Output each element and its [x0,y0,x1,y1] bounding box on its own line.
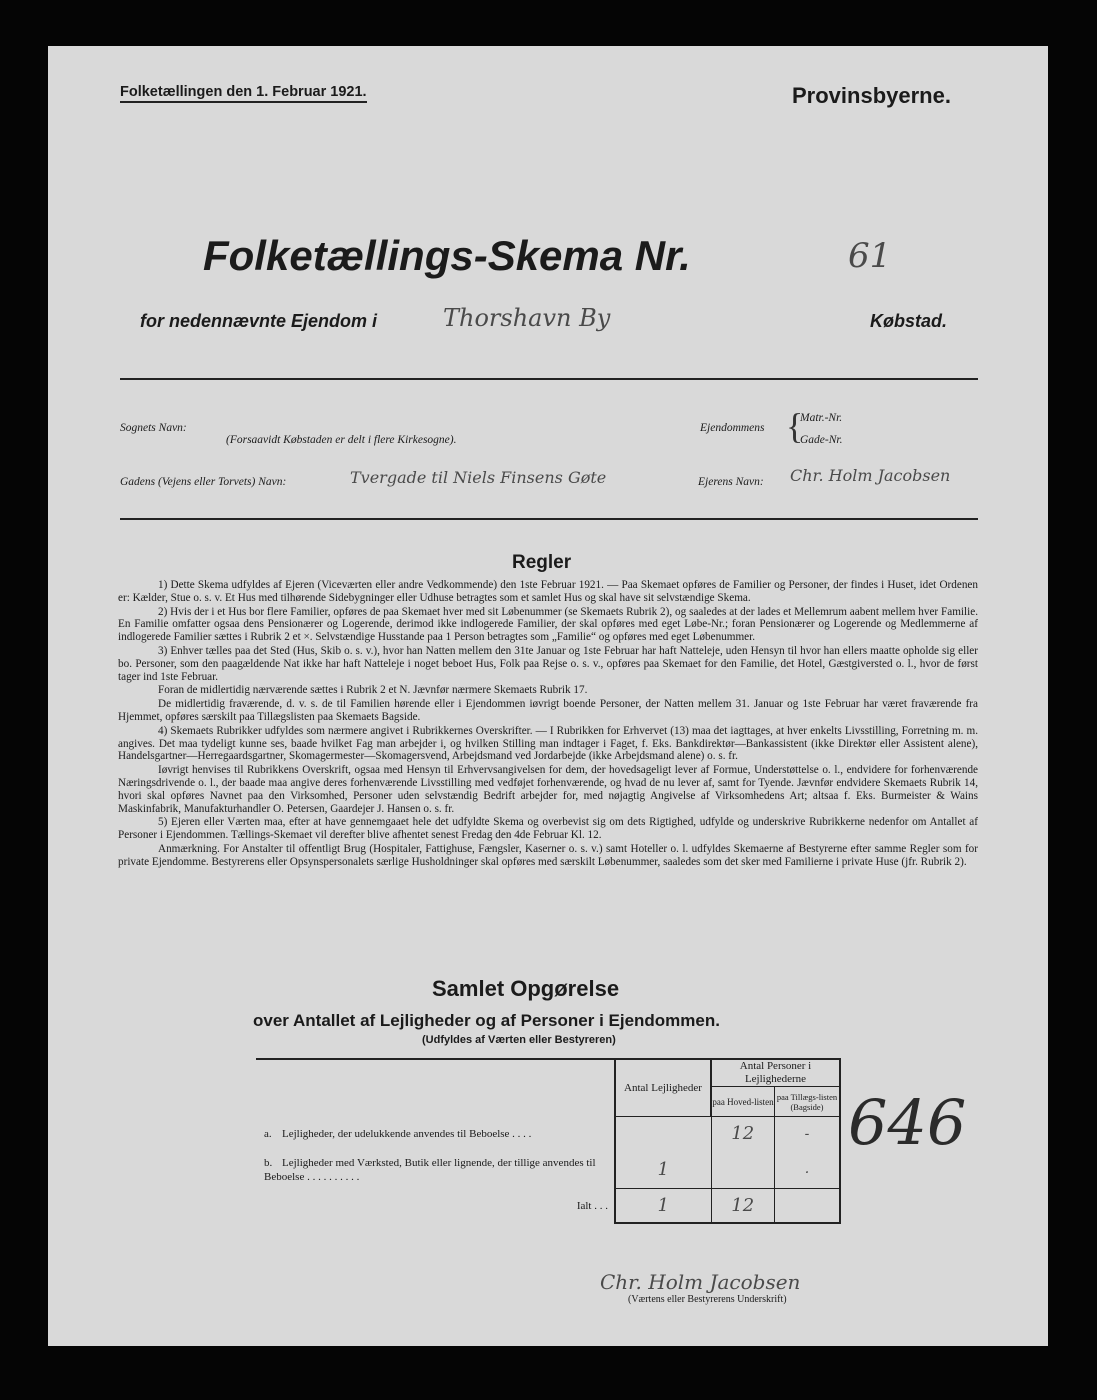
row-b-antal: 1 [615,1151,711,1189]
margin-note-handwritten: 646 [848,1086,967,1159]
col-persons-header: Antal Personer i Lejlighederne [711,1059,840,1087]
summary-instruction: (Udfyldes af Værten eller Bestyreren) [422,1034,616,1046]
table-row-a [256,1117,840,1151]
signature-handwritten: Chr. Holm Jacobsen [600,1270,801,1294]
parish-label: Sognets Navn: [120,422,187,434]
row-b-letter: b. [264,1156,273,1169]
row-a-hoved: 12 [711,1117,775,1151]
row-a-label: Lejligheder, der udelukkende anvendes til Beboelse . . . . [282,1127,532,1140]
street-label: Gadens (Vejens eller Torvets) Navn: [120,476,287,488]
summary-subheading: over Antallet af Lejligheder og af Personer i Ejendommen. [253,1011,720,1030]
total-hoved: 12 [711,1189,775,1223]
form-number-handwritten: 61 [848,236,892,276]
total-tillaeg [775,1189,841,1223]
total-antal: 1 [615,1189,711,1223]
form-title-text: Folketællings-Skema Nr. [203,232,691,279]
rule-paragraph: Anmærkning. For Anstalter til offentligt Brug (Hospitaler, Fattighuse, Fængsler, Kaserner o. s. v.) samt Hoteller o. l. udfyldes Skemaerne af Bestyrerne efter samme Regler som for private Ejendomme. Bestyrerens eller Opsynspersonalets særlige Husholdninger skal opføres med særskilt Løbenummer, saaledes som det sker med Familierne i private Huse (jfr. Rubrik 2). [118,842,978,868]
rule-paragraph: 5) Ejeren eller Værten maa, efter at have gennemgaaet hele det udfyldte Skema og overbevist sig om dets Rigtighed, udfylde og underskrive Rubrikkerne nedenfor om Antallet af Personer i Ejendommen. Tællings-Skemaet vil derefter blive afhentet senest Fredag den 4de Februar Kl. 12. [118,816,978,842]
divider-top [120,378,978,380]
property-label: Ejendommens [700,422,765,434]
divider-middle [120,518,978,520]
census-form-sheet [48,46,1048,1346]
row-b-tillaeg: . [775,1151,841,1189]
rule-paragraph: 1) Dette Skema udfyldes af Ejeren (Viceværten eller andre Vedkommende) den 1ste Februar 1921. — Paa Skemaet opføres de Familier og Personer, der findes i Huset, idet Ordenen er: Kælder, Stue o. s. v. Et Hus med tilhørende Sidebygninger eller Udhuse betragtes som et samlet Hus og skal have sit selvstændige Skema. [118,579,978,604]
rule-paragraph: 2) Hvis der i et Hus bor flere Familier, opføres de paa Skemaet hver med sit Løbenummer (se Skemaets Rubrik 2), og saaledes at der lades et Mellemrum aabent mellem hver Familie. En Familie omfatter ogsaa dens Pensionærer og Logerende, derimod ikke indlogerede Familier, der skal opføres med eget Løbe-Nr.; foran Pensionærer og Logerende og Medlemmerne af indlogerede Familier sættes i Rubrik 2 et ×. Selvstændige Husstande paa 1 Person betragtes som „Familie“ og opføres med eget Løbenummer. [118,605,978,644]
signature-caption: (Værtens eller Bestyrerens Underskrift) [628,1294,787,1305]
col-tillaeg-header: paa Tillægs-listen (Bagside) [775,1087,841,1117]
rule-paragraph: De midlertidig fraværende, d. v. s. de til Familien hørende eller i Ejendommen iøvrigt boende Personer, der Natten mellem 31. Januar og 1ste Februar har været fraværende fra Hjemmet, opføres særskilt paa Tillægslisten paa Skemaets Bagside. [118,698,978,723]
property-prefix: for nedennævnte Ejendom i [140,311,378,331]
property-brace: { [786,406,804,446]
region-label: Provinsbyerne. [792,83,951,108]
form-title [203,232,691,280]
table-row-total [256,1189,840,1223]
row-a-letter: a. [264,1127,272,1140]
col-hoved-header: paa Hoved-listen [711,1087,775,1117]
rules-body [118,579,978,870]
row-b-label: Lejligheder med Værksted, Butik eller lignende, der tillige anvendes til Beboelse . . . . . . . . . . [264,1156,596,1183]
owner-label: Ejerens Navn: [698,476,764,488]
matr-label: Matr.-Nr. [800,412,843,424]
row-a-tillaeg: - [775,1117,841,1151]
town-handwritten: Thorshavn By [443,304,611,332]
row-b-hoved [711,1151,775,1189]
table-row-b [256,1151,840,1189]
parish-note: (Forsaavidt Købstaden er delt i flere Kirkesogne). [226,434,457,446]
col-antal-header: Antal Lejligheder [615,1059,711,1117]
rule-paragraph: 3) Enhver tælles paa det Sted (Hus, Skib o. s. v.), hvor han Natten mellem den 31te Januar og 1ste Februar har haft Natteleje, uden Hensyn til hvor han ellers maatte opholde sig eller bo. Personer, som den paagældende Nat ikke har haft Natteleje i noget beboet Hus, Folk paa Rejse o. s. v., opføres paa Skemaet for den Familie, det Hotel, Gæstgiversted o. l., hvor de først tager ind 1ste Februar. [118,644,978,683]
census-date-label: Folketællingen den 1. Februar 1921. [120,84,367,103]
rule-paragraph: 4) Skemaets Rubrikker udfyldes som nærmere angivet i Rubrikkernes Overskrifter. — I Rubrikken for Erhvervet (13) maa det iagttages, at hver enkelts Livsstilling, Forretning m. m. angives. Det maa tydeligt kunne ses, baade hvilket Fag man arbejder i, og hvilken Stilling man indtager i Faget, f. Eks. Bankdirektør—Bankassistent (ikke Direktør eller Assistent alene), Handelsgartner—Herregaardsgartner, Skomagermester—Skomagersvend, Arbejdsmand ved Jordarbejde (ikke Arbejdsmand alene) o. s. fr. [118,724,978,763]
property-suffix: Købstad. [870,311,948,331]
rule-paragraph: Iøvrigt henvises til Rubrikkens Overskrift, ogsaa med Hensyn til Erhvervsangivelsen for dem, der hovedsageligt lever af Formue, Understøttelse o. l., endvidere for forhenværende Næringsdrivende o. l., der baade maa angive deres forhenværende Livsstilling med vedføjet forhenværende, og hvad de nu lever af, samt for Tyende. Jævnfør endvidere Skemaets Rubrik 14, hvori skal opføres Navnet paa den Virksomhed, Personer uden selvstændig Bedrift arbejder for, med nøjagtig Angivelse af Virksomhedens Art; altsaa f. Eks. Burmeister & Wains Maskinfabrik, Manufakturhandler O. Petersen, Gaardejer J. Hansen o. s. fr. [118,764,978,815]
rule-paragraph: Foran de midlertidig nærværende sættes i Rubrik 2 et N. Jævnfør nærmere Skemaets Rubrik 17. [158,684,588,697]
gade-label: Gade-Nr. [800,434,843,446]
row-a-antal [615,1117,711,1151]
street-handwritten: Tvergade til Niels Finsens Gøte [350,468,607,487]
summary-table [256,1058,841,1224]
total-label: Ialt . . . [576,1199,608,1212]
rules-heading: Regler [512,552,572,573]
summary-heading: Samlet Opgørelse [432,976,620,1001]
owner-handwritten: Chr. Holm Jacobsen [790,466,951,485]
